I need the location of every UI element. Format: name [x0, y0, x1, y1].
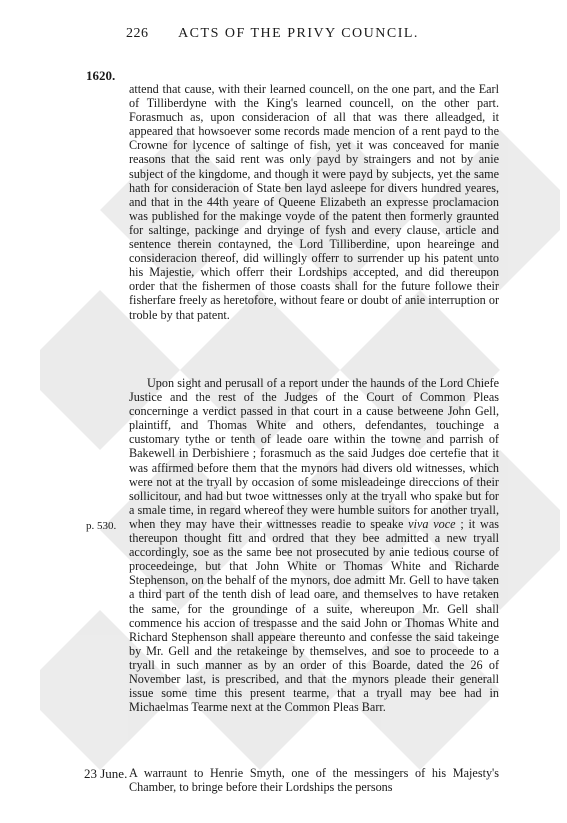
running-head: ACTS OF THE PRIVY COUNCIL.	[178, 26, 419, 41]
margin-page-reference: p. 530.	[86, 520, 117, 532]
paragraph-warrant-smyth: A warraunt to Henrie Smyth, one of the messingers of his Majesty's Chamber, to bringe before their Lordships the persons	[129, 766, 499, 795]
paragraph-tilliberdyne-patent: attend that cause, with their learned councell, on the one part, and the Earl of Tilliberdyne with the King's learned councell, on the other part. Forasmuch as, upon consideracion of all that was there alleadged, it appeared that howsoever some records made mencion of a rent payd to the Crowne for lycence of saltinge of fish, yet it was conceaved for manie reasons that the said rent was only payd by straingers and not by anie subject of the kingdome, and though it were payd by subjects, yet the same hath for consideracion of State ben layd asleepe for divers hundred yeares, and that in the 44th yeare of Queene Elizabeth an expresse proclamacion was published for the makinge voyde of the patent then formerly graunted for saltinge, packinge and dryinge of fysh and every clause, article and sentence therein contayned, the Lord Tilliberdine, upon heareinge and consideracion thereof, did willingly offerr to surrender up his patent unto his Majestie, which offerr their Lordships accepted, and did thereupon order that the fishermen of those coasts shall for the future followe their fisherfare freely as heretofore, without feare or doubt of anie interruption or troble by that patent.	[129, 82, 499, 322]
paragraph-italic-phrase: viva voce	[408, 516, 456, 531]
paragraph-text-start: Upon sight and perusall of a report under the haunds of the Lord Chiefe Justice and the rest of the Judges of the Court of Common Pleas concerninge a verdict passed in that court in a cause betweene John Gell, plaintiff, and Thomas White and others, defendantes, touchinge a customary tythe or tenth of leade oare within the towne and parrish of Bakewell in Derbishiere ; forasmuch as the said Judges doe certefie that it was affirmed before them that the mynors had divers old witnesses, which were not at the tryall by occasion of some misleadeinge direccions of their sollicitour, and had but twoe wittnesses only at the tryall who spake but for a smale time, in regard whereof they were humble suitors for another tryall, when they may have their wittnesses readie to speake	[129, 376, 499, 531]
page-number: 226	[126, 26, 149, 41]
paragraph-text-end: ; it was thereupon thought fitt and ordred that they bee admitted a new tryall accordingly, soe as the same bee not prosecuted by anie tedious course of proceedeinge, but that John White or Thomas White and Richarde Stephenson, on the behalf of the mynors, doe admitt Mr. Gell to have taken a third part of the tenth dish of lead oare, and themselves to have retaken the same, for the groundinge of a suite, whereupon Mr. Gell shall commence his accion of trespasse and the said John or Thomas White and Richard Stephenson shall appeare thereunto and confesse the said takeinge by Mr. Gell and the retakeinge by themselves, and soe to proceede to a tryall in such manner as by an order of this Boarde, dated the 26 of November last, is prescribed, and that the mynors pleade their generall issue some time this present tearme, that a tryall may bee had in Michaelmas Tearme next at the Common Pleas Barr.	[129, 516, 499, 715]
margin-date: 23 June.	[84, 766, 128, 781]
paragraph-gell-white-tithe	[129, 376, 499, 714]
margin-year: 1620.	[86, 68, 116, 83]
